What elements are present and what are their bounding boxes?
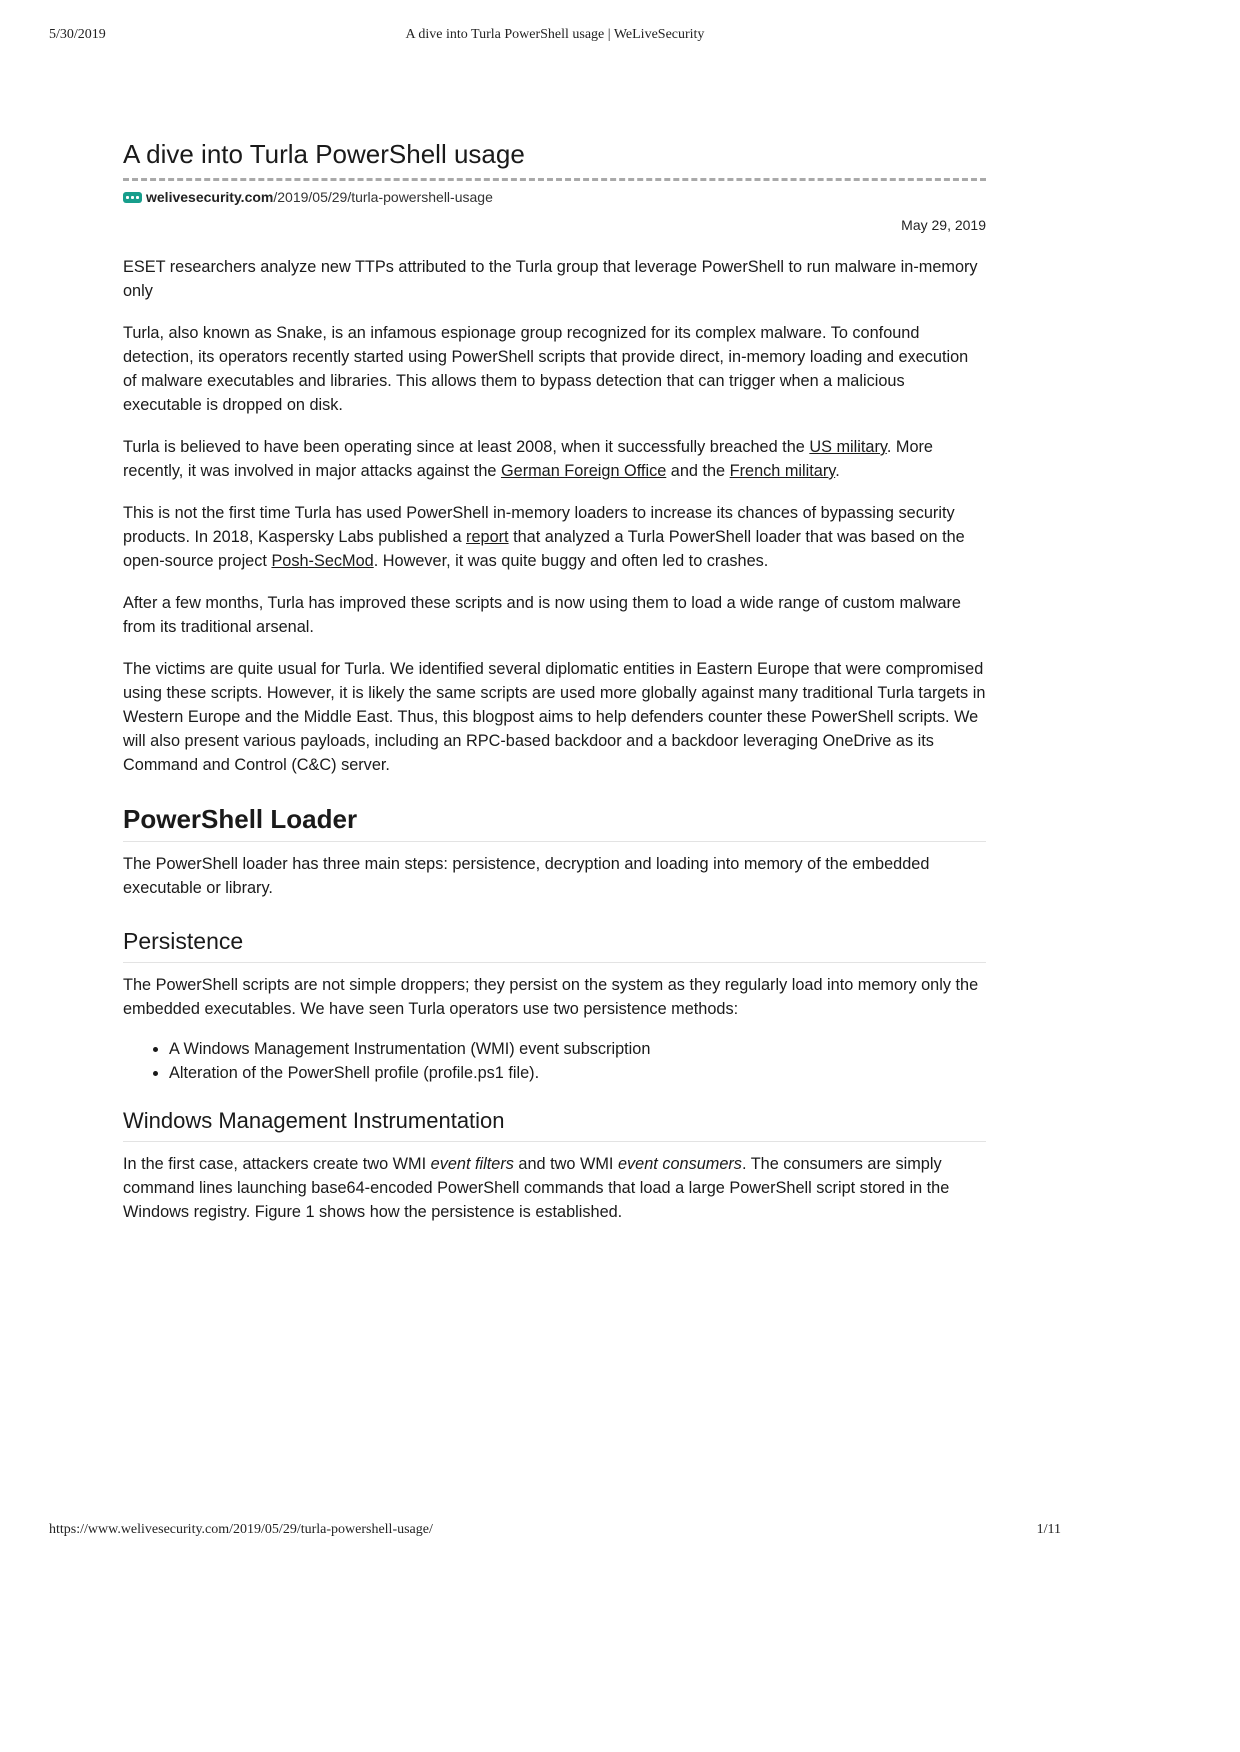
source-link[interactable] (123, 188, 986, 206)
link-german-foreign-office[interactable]: German Foreign Office (500, 462, 667, 480)
list-item: • A Windows Management Instrumentation (WMI) event subscription (169, 1037, 986, 1061)
section-divider (123, 1141, 986, 1142)
paragraph-loader-steps: The PowerShell loader has three main steps: persistence, decryption and loading into memory of the embedded executable or library. (123, 855, 930, 897)
section-divider (123, 962, 986, 963)
section-divider (123, 841, 986, 842)
eset-logo-icon (123, 192, 142, 203)
link-french-military[interactable]: French military (729, 462, 836, 480)
link-us-military[interactable]: US military (809, 438, 887, 456)
print-page-title: A dive into Turla PowerShell usage | WeLiveSecurity (405, 27, 705, 42)
source-path: /2019/05/29/turla-powershell-usage (273, 189, 493, 205)
source-domain: welivesecurity.com (146, 189, 274, 205)
paragraph-intro: Turla, also known as Snake, is an infamous espionage group recognized for its complex malware. To confound detection, its operators recently started using PowerShell scripts that provide direct, in-memory loading and execution of malware executables and libraries. This allows them to bypass detection that can trigger when a malicious executable is dropped on disk. (123, 324, 969, 414)
section-heading-wmi: Windows Management Instrumentation (123, 1108, 505, 1133)
print-url: https://www.welivesecurity.com/2019/05/29/turla-powershell-usage/ (49, 1522, 433, 1537)
page-number: 1/11 (1036, 1522, 1061, 1537)
paragraph-history: Turla is believed to have been operating since at least 2008, when it successfully breached the US military. More recently, it was involved in major attacks against the German Foreign Office and the French military. (123, 438, 933, 480)
print-header (49, 27, 1061, 47)
link-posh-secmod[interactable]: Posh-SecMod (271, 552, 374, 570)
paragraph-wmi: In the first case, attackers create two WMI event filters and two WMI event consumers. The consumers are simply command lines launching base64-encoded PowerShell commands that load a large PowerShell script stored in the Windows registry. Figure 1 shows how the persistence is established. (123, 1155, 950, 1221)
publish-date: May 29, 2019 (901, 217, 986, 233)
persistence-methods-list (123, 1037, 986, 1085)
article (123, 138, 986, 1242)
article-title: A dive into Turla PowerShell usage (123, 139, 525, 169)
paragraph-previous-loaders: This is not the first time Turla has used PowerShell in-memory loaders to increase its chances of bypassing security products. In 2018, Kaspersky Labs published a report that analyzed a Turla PowerShell loader that was based on the open-source project Posh-SecMod. However, it was quite buggy and often led to crashes. (123, 504, 965, 570)
title-divider (123, 178, 986, 181)
paragraph-persistence: The PowerShell scripts are not simple droppers; they persist on the system as they regularly load into memory only the embedded executables. We have seen Turla operators use two persistence methods: (123, 976, 979, 1018)
lead-paragraph: ESET researchers analyze new TTPs attributed to the Turla group that leverage PowerShell to run malware in-memory only (123, 258, 978, 300)
section-heading-persistence: Persistence (123, 928, 244, 954)
section-heading-powershell-loader: PowerShell Loader (123, 804, 358, 834)
list-item: • Alteration of the PowerShell profile (profile.ps1 file). (169, 1061, 986, 1085)
print-footer (49, 1522, 1061, 1542)
print-date: 5/30/2019 (49, 27, 106, 42)
link-report[interactable]: report (466, 528, 509, 546)
paragraph-victims: The victims are quite usual for Turla. We identified several diplomatic entities in Eastern Europe that were compromised using these scripts. However, it is likely the same scripts are used more globally against many traditional Turla targets in Western Europe and the Middle East. Thus, this blogpost aims to help defenders counter these PowerShell scripts. We will also present various payloads, including an RPC-based backdoor and a backdoor leveraging OneDrive as its Command and Control (C&C) server. (123, 660, 986, 774)
paragraph-improvements: After a few months, Turla has improved these scripts and is now using them to load a wide range of custom malware from its traditional arsenal. (123, 594, 961, 636)
